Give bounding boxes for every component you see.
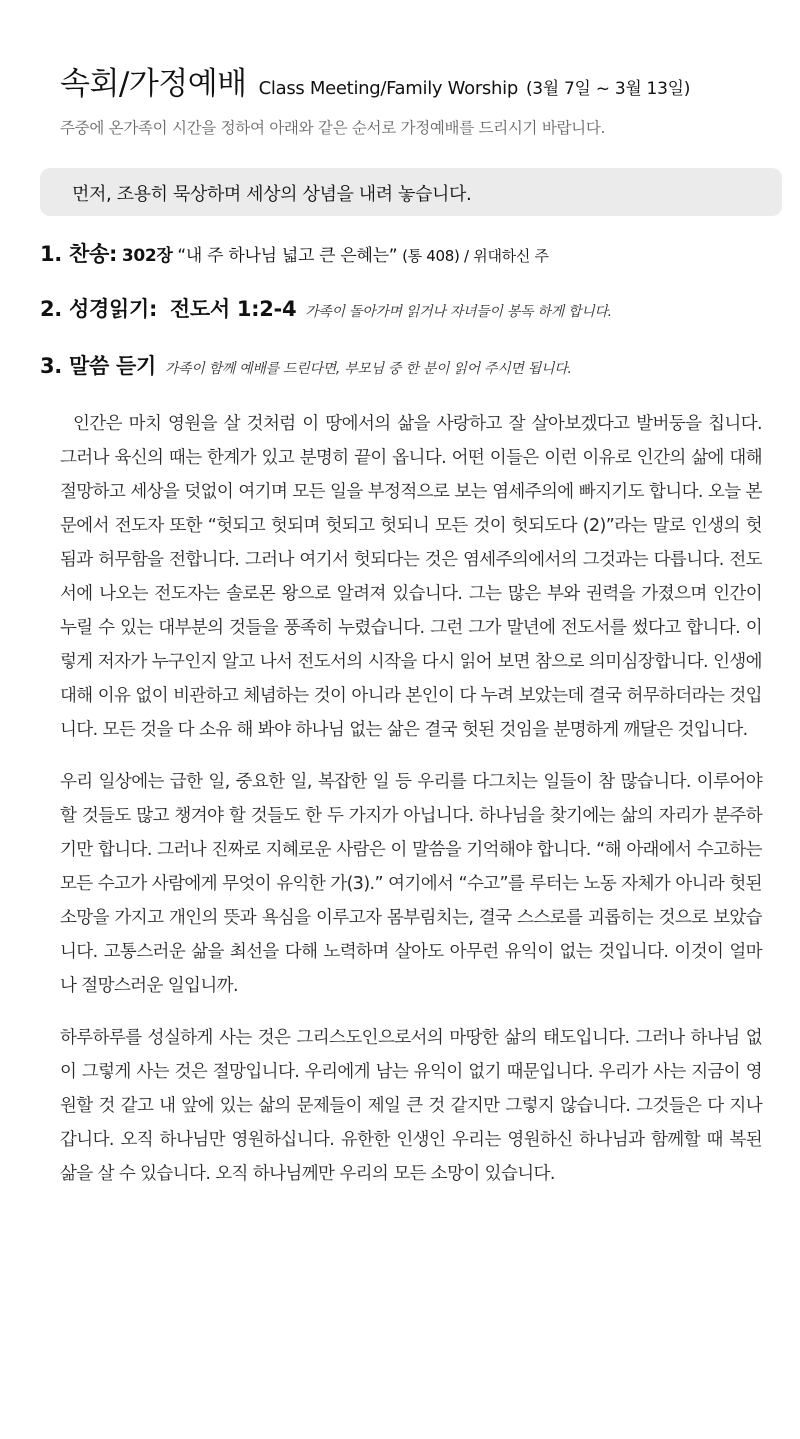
step-hymn-label: 1. 찬송:	[40, 242, 118, 266]
hymn-number: 302장	[121, 246, 173, 266]
sermon-paragraph: 인간은 마치 영원을 살 것처럼 이 땅에서의 삶을 사랑하고 잘 살아보겠다고 발버둥을 칩니다. 그러나 육신의 때는 한계가 있고 분명히 끝이 옵니다. 어떤 이들은 이런 이유로 인간의 삶에 대해 절망하고 세상을 덧없이 여기며 모든 일을 부정적으로 보는 염세주의에 빠지기도 합니다. 오늘 본문에서 전도자 또한 “헛되고 헛되며 헛되고 헛되니 모든 것이 헛되도다 (2)”라는 말로 인생의 헛됨과 허무함을 전합니다. 그러나 여기서 헛되다는 것은 염세주의에서의 그것과는 다릅니다. 전도서에 나오는 전도자는 솔로몬 왕으로 알려져 있습니다. 그는 많은 부와 권력을 가졌으며 인간이 누릴 수 있는 대부분의 것들을 풍족히 누렸습니다. 그런 그가 말년에 전도서를 썼다고 합니다. 이렇게 저자가 누구인지 알고 나서 전도서의 시작을 다시 읽어 보면 참으로 의미심장합니다. 인생에 대해 이유 없이 비관하고 체념하는 것이 아니라 본인이 다 누려 보았는데 결국 허무하더라는 것입니다. 모든 것을 다 소유 해 봐야 하나님 없는 삶은 결국 헛된 것임을 분명하게 깨달은 것입니다.	[60, 414, 762, 740]
step-hymn	[40, 238, 549, 268]
step-sermon-label: 3. 말씀 듣기	[40, 354, 156, 378]
hymn-note: (통 408) / 위대하신 주	[402, 247, 549, 265]
sermon-paragraph: 하루하루를 성실하게 사는 것은 그리스도인으로서의 마땅한 삶의 태도입니다. 그러나 하나님 없이 그렇게 사는 것은 절망입니다. 우리에게 남는 유익이 없기 때문입니다. 우리가 사는 지금이 영원할 것 같고 내 앞에 있는 삶의 문제들이 제일 큰 것 같지만 그렇지 않습니다. 그것들은 다 지나갑니다. 오직 하나님만 영원하십니다. 유한한 인생인 우리는 영원하신 하나님과 함께할 때 복된 삶을 살 수 있습니다. 오직 하나님께만 우리의 모든 소망이 있습니다.	[60, 1028, 762, 1184]
sermon-paragraph: 우리 일상에는 급한 일, 중요한 일, 복잡한 일 등 우리를 다그치는 일들이 참 많습니다. 이루어야 할 것들도 많고 챙겨야 할 것들도 한 두 가지가 아닙니다. 하나님을 찾기에는 삶의 자리가 분주하기만 합니다. 그러나 진짜로 지혜로운 사람은 이 말씀을 기억해야 합니다. “해 아래에서 수고하는 모든 수고가 사람에게 무엇이 유익한 가(3).” 여기에서 “수고”를 루터는 노동 자체가 아니라 헛된 소망을 가지고 개인의 뜻과 욕심을 이루고자 몸부림치는, 결국 스스로를 괴롭히는 것으로 보았습니다. 고통스러운 삶을 최선을 다해 노력하며 살아도 아무런 유익이 없는 것입니다. 이것이 얼마나 절망스러운 일입니까.	[60, 772, 762, 996]
scripture-reference: 전도서 1:2-4	[169, 297, 297, 321]
page-subtitle: 주중에 온가족이 시간을 정하여 아래와 같은 순서로 가정예배를 드리시기 바랍니다.	[60, 119, 606, 137]
page-header	[60, 58, 780, 103]
english-title: Class Meeting/Family Worship	[258, 78, 518, 99]
step-sermon	[40, 350, 572, 380]
step-scripture	[40, 293, 612, 323]
page-title: 속회/가정예배	[60, 66, 247, 102]
meditation-notice: 먼저, 조용히 묵상하며 세상의 상념을 내려 놓습니다.	[40, 168, 782, 216]
hymn-title: “내 주 하나님 넓고 큰 은혜는”	[177, 246, 398, 266]
step-scripture-label: 2. 성경읽기:	[40, 297, 158, 321]
scripture-note: 가족이 돌아가며 읽거나 자녀들이 봉독 하게 합니다.	[305, 304, 612, 320]
date-range: (3월 7일 ~ 3월 13일)	[525, 79, 691, 99]
sermon-body	[60, 407, 762, 1209]
sermon-note: 가족이 함께 예배를 드린다면, 부모님 중 한 분이 읽어 주시면 됩니다.	[164, 361, 572, 377]
